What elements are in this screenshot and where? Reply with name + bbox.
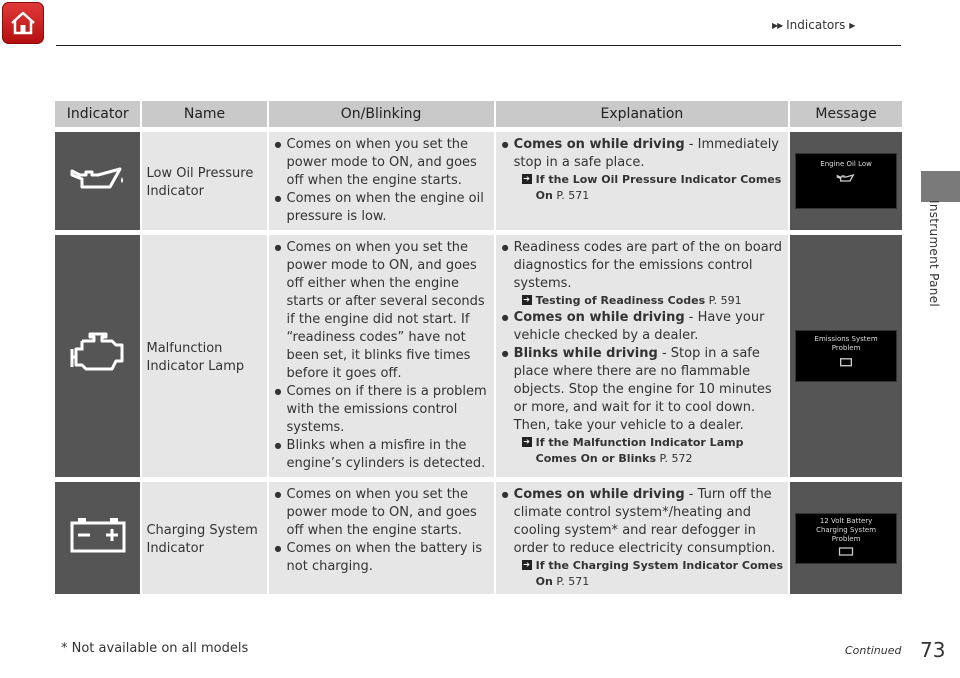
breadcrumb-arrow-icon: ▶▶ xyxy=(772,21,783,30)
reference-title: If the Charging System Indicator Comes On xyxy=(535,559,784,588)
breadcrumb-arrow-icon: ▶ xyxy=(849,21,855,30)
list-item: ● Comes on when you set the power mode to ON, and goes off either when the engine starts or after several seconds if the engine did not start. If “readiness codes” have not been set, it blinks five times before it goes off. xyxy=(273,239,490,383)
oil-can-icon xyxy=(836,173,856,183)
indicator-name: Malfunction Indicator Lamp xyxy=(142,235,268,477)
emphasis-text: Blinks while driving xyxy=(513,346,658,361)
explanation-text: - Turn off the climate control system*/heating and cooling system* and rear defogger in order to reduce electricity consumption. xyxy=(513,487,776,556)
message-cell xyxy=(790,132,902,230)
column-header: Name xyxy=(142,101,268,127)
on-blinking-cell xyxy=(269,235,496,477)
breadcrumb-label: Indicators xyxy=(786,18,846,32)
emphasis-text: Comes on while driving xyxy=(513,310,685,325)
message-text: Engine Oil Low xyxy=(820,160,872,168)
reference-page: P. 571 xyxy=(556,575,590,588)
continued-label: Continued xyxy=(845,644,902,657)
list-item xyxy=(500,486,785,590)
indicator-cell xyxy=(55,132,142,230)
on-blinking-cell xyxy=(269,132,496,230)
battery-icon xyxy=(838,546,854,556)
list-item: ● Comes on when the battery is not charging. xyxy=(273,540,490,576)
explanation-cell xyxy=(496,235,791,477)
reference-page: P. 571 xyxy=(556,189,590,202)
emphasis-text: Comes on while driving xyxy=(513,487,685,502)
column-header: On/Blinking xyxy=(269,101,496,127)
footnote: * Not available on all models xyxy=(61,641,249,656)
list-item xyxy=(500,309,785,345)
reference-title: If the Malfunction Indicator Lamp Comes On or Blinks xyxy=(535,436,744,465)
list-item xyxy=(500,136,785,204)
reference-page: P. 591 xyxy=(708,294,742,307)
explanation-text: - Immediately stop in a safe place. xyxy=(513,137,780,170)
header-divider xyxy=(56,45,901,46)
check-engine-icon xyxy=(68,331,128,375)
battery-icon xyxy=(68,515,128,555)
home-button[interactable] xyxy=(2,2,44,44)
table-row xyxy=(55,235,902,477)
list-item xyxy=(500,239,785,309)
message-text: 12 Volt Battery xyxy=(819,516,873,525)
emphasis-text: Comes on while driving xyxy=(513,137,685,152)
explanation-text: - Stop in a safe place where there are no flammable objects. Stop the engine for 10 minutes or more, and wait for it to cool down. Then, take your vehicle to a dealer. xyxy=(513,346,772,433)
reference-title: Testing of Readiness Codes xyxy=(535,294,706,307)
column-header: Message xyxy=(790,101,902,127)
message-cell xyxy=(790,235,902,477)
explanation-text: Readiness codes are part of the on board diagnostics for the emissions control systems. xyxy=(513,240,783,291)
list-item: ● Comes on when the engine oil pressure is low. xyxy=(273,190,490,226)
list-item xyxy=(500,345,785,467)
column-header: Indicator xyxy=(55,101,142,127)
page-reference-link[interactable] xyxy=(514,172,785,204)
reference-title: If the Low Oil Pressure Indicator Comes On xyxy=(535,173,782,202)
message-display-image xyxy=(795,330,897,382)
indicator-cell xyxy=(55,235,142,477)
indicator-name: Low Oil Pressure Indicator xyxy=(142,132,268,230)
reference-arrow-icon: ➔ xyxy=(523,437,530,446)
list-item: ● Comes on when you set the power mode to ON, and goes off when the engine starts. xyxy=(273,136,490,190)
page-reference-link[interactable] xyxy=(514,435,785,467)
explanation-text: - Have your vehicle checked by a dealer. xyxy=(513,310,765,343)
list-item: ● Comes on when you set the power mode to ON, and goes off when the engine starts. xyxy=(273,486,490,540)
breadcrumb[interactable] xyxy=(772,18,854,32)
page-reference-link[interactable] xyxy=(514,293,785,309)
check-engine-icon xyxy=(838,356,854,368)
message-text: Problem xyxy=(831,534,861,543)
message-text: Problem xyxy=(831,344,861,352)
home-icon xyxy=(9,9,37,37)
column-header: Explanation xyxy=(496,101,791,127)
table-row xyxy=(55,132,902,230)
on-blinking-cell xyxy=(269,482,496,594)
indicator-name: Charging System Indicator xyxy=(142,482,268,594)
message-text: Charging System xyxy=(816,525,877,534)
explanation-cell xyxy=(496,482,791,594)
message-cell xyxy=(790,482,902,594)
reference-arrow-icon: ➔ xyxy=(523,560,530,569)
oil-can-icon xyxy=(68,163,128,193)
explanation-cell xyxy=(496,132,791,230)
indicators-table xyxy=(55,96,902,599)
reference-arrow-icon: ➔ xyxy=(523,295,530,304)
list-item: ● Comes on if there is a problem with the emissions control systems. xyxy=(273,383,490,437)
reference-page: P. 572 xyxy=(659,452,693,465)
message-display-image xyxy=(795,513,897,564)
section-tab-label: Instrument Panel xyxy=(927,200,941,308)
reference-arrow-icon: ➔ xyxy=(523,174,530,183)
list-item: ● Blinks when a misfire in the engine’s cylinders is detected. xyxy=(273,437,490,473)
indicator-cell xyxy=(55,482,142,594)
page-number: 73 xyxy=(920,638,946,662)
table-row xyxy=(55,482,902,594)
message-text: Emissions System xyxy=(814,335,878,343)
message-display-image xyxy=(795,153,897,209)
table-header-row xyxy=(55,101,902,127)
section-tab-marker[interactable] xyxy=(921,171,960,202)
page-reference-link[interactable] xyxy=(514,558,785,590)
